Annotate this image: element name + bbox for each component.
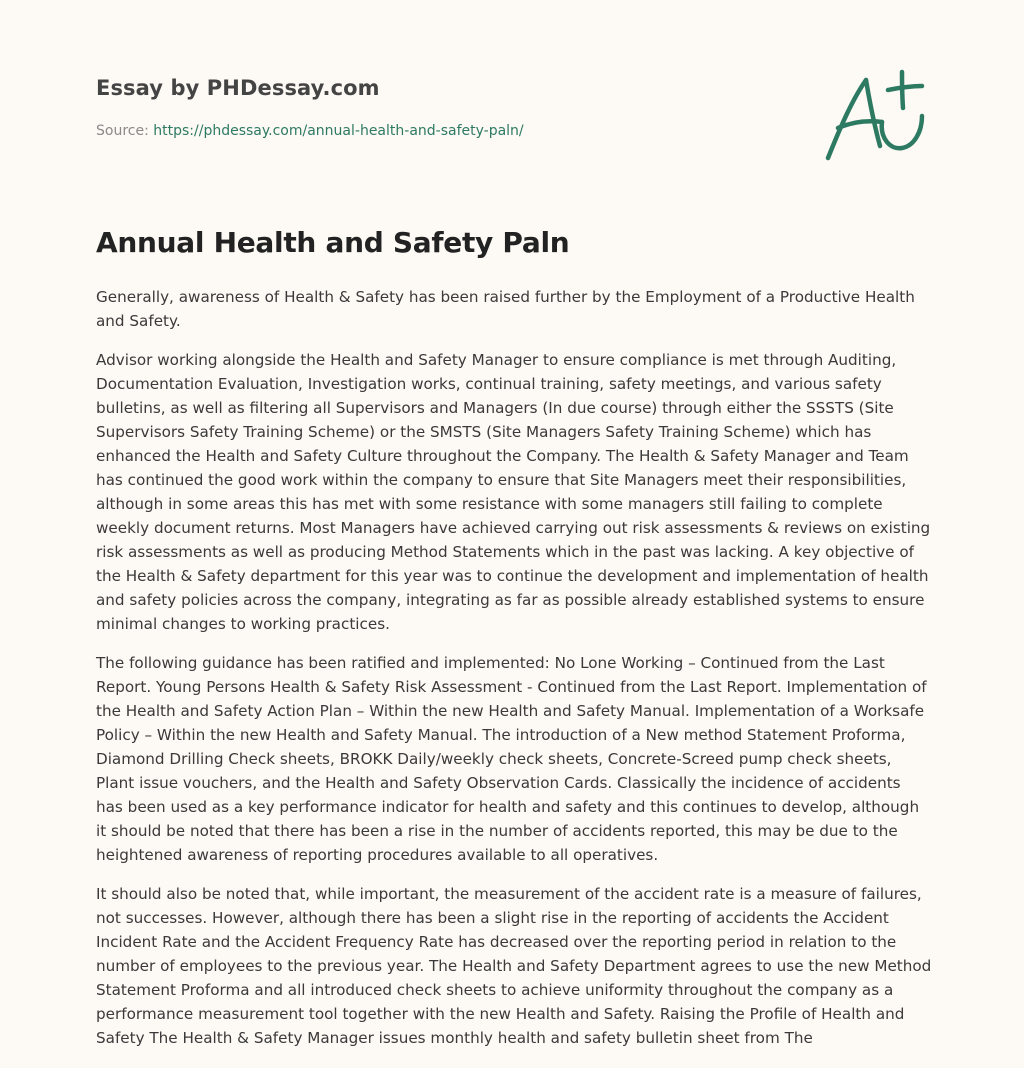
a-plus-grade-icon [818, 66, 930, 166]
source-label: Source: [96, 123, 149, 139]
site-title: Essay by PHDessay.com [96, 76, 380, 100]
essay-title: Annual Health and Safety Paln [96, 226, 570, 259]
essay-paragraph: Generally, awareness of Health & Safety has been raised further by the Employment of a Productive Health and Safety. [96, 288, 915, 330]
essay-paragraph: It should also be noted that, while important, the measurement of the accident rate is a measure of failures, not successes. However, although there has been a slight rise in the reporting of accidents the Accident Incident Rate and the Accident Frequency Rate has decreased over the reporting period in relation to the number of employees to the previous year. The Health and Safety Department agrees to use the new Method Statement Proforma and all introduced check sheets to achieve uniformity throughout the company as a performance measurement tool together with the new Health and Safety. Raising the Profile of Health and Safety The Health & Safety Manager issues monthly health and safety bulletin sheet from The [96, 885, 932, 1047]
source-link[interactable]: https://phdessay.com/annual-health-and-safety-paln/ [153, 123, 524, 139]
essay-paragraph: Advisor working alongside the Health and Safety Manager to ensure compliance is met through Auditing, Documentation Evaluation, Investigation works, continual training, safety meetings, and various safety bulletins, as well as filtering all Supervisors and Managers (In due course) through either the SSSTS (Site Supervisors Safety Training Scheme) or the SMSTS (Site Managers Safety Training Scheme) which has enhanced the Health and Safety Culture throughout the Company. The Health & Safety Manager and Team has continued the good work within the company to ensure that Site Managers meet their responsibilities, although in some areas this has met with some resistance with some managers still failing to complete weekly document returns. Most Managers have achieved carrying out risk assessments & reviews on existing risk assessments as well as producing Method Statements which in the past was lacking. A key objective of the Health & Safety department for this year was to continue the development and implementation of health and safety policies across the company, integrating as far as possible already established systems to ensure minimal changes to working practices. [96, 351, 931, 633]
essay-body [96, 285, 932, 1065]
essay-paragraph: The following guidance has been ratified and implemented: No Lone Working – Continued from the Last Report. Young Persons Health & Safety Risk Assessment - Continued from the Last Report. Implementation of the Health and Safety Action Plan – Within the new Health and Safety Manual. Implementation of a Worksafe Policy – Within the new Health and Safety Manual. The introduction of a New method Statement Proforma, Diamond Drilling Check sheets, BROKK Daily/weekly check sheets, Concrete-Screed pump check sheets, Plant issue vouchers, and the Health and Safety Observation Cards. Classically the incidence of accidents has been used as a key performance indicator for health and safety and this continues to develop, although it should be noted that there has been a rise in the number of accidents reported, this may be due to the heightened awareness of reporting procedures available to all operatives. [96, 654, 927, 864]
source-line [96, 123, 524, 139]
